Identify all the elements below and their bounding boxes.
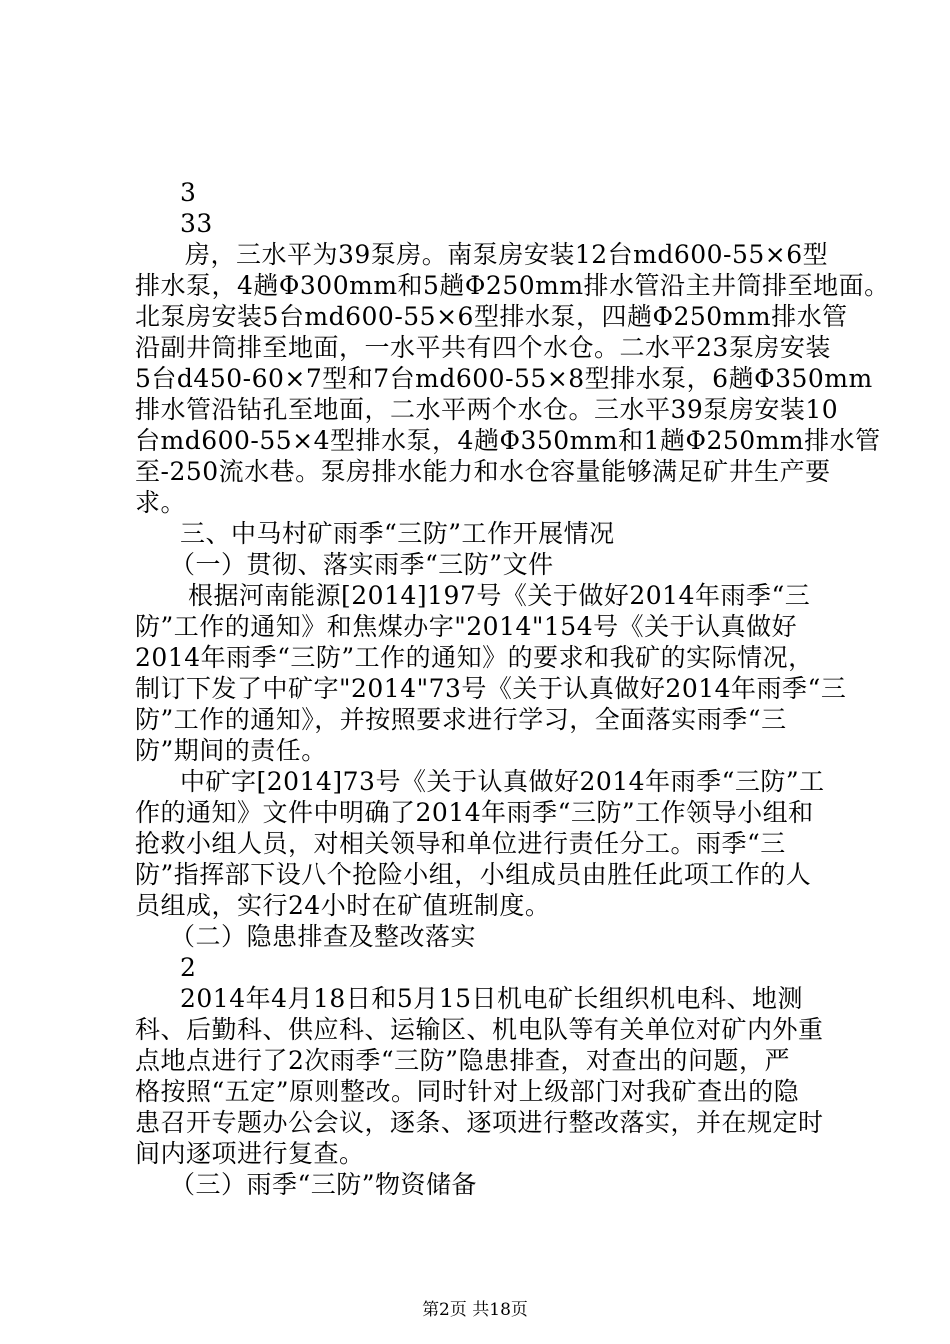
section-heading: 三、中马村矿雨季“三防”工作开展情况 [180,519,615,548]
text-line: 患召开专题办公会议，逐条、逐项进行整改落实，并在规定时 [135,1108,824,1137]
text-line: 2014年雨季“三防”工作的通知》的要求和我矿的实际情况， [135,643,814,672]
text-line: 排水管沿钻孔至地面，二水平两个水仓。三水平39泵房安装10 [135,395,839,424]
text-line: 5台d450-60×7型和7台md600-55×8型排水泵，6趟Φ350mm [135,364,873,393]
text-line: 抢救小组人员，对相关领导和单位进行责任分工。雨季“三 [135,829,786,858]
text-line: 3 [180,178,197,207]
text-line: 2 [180,953,197,982]
text-line: 防”工作的通知》，并按照要求进行学习，全面落实雨季“三 [135,705,787,734]
subsection-heading: （一）贯彻、落实雨季“三防”文件 [170,550,554,579]
text-line: 格按照“五定”原则整改。同时针对上级部门对我矿查出的隐 [135,1077,800,1106]
text-line: 点地点进行了2次雨季“三防”隐患排查，对查出的问题，严 [135,1046,790,1075]
text-line: 间内逐项进行复查。 [135,1139,365,1168]
text-line: 根据河南能源[2014]197号《关于做好2014年雨季“三 [188,581,811,610]
subsection-heading: （三）雨季“三防”物资储备 [170,1170,478,1199]
text-line: 防”指挥部下设八个抢险小组，小组成员由胜任此项工作的人 [135,860,812,889]
text-line: 求。 [135,488,187,517]
text-line: 中矿字[2014]73号《关于认真做好2014年雨季“三防”工 [180,767,825,796]
text-line: 制订下发了中矿字"2014"73号《关于认真做好2014年雨季“三 [135,674,847,703]
text-line: 房，三水平为39泵房。南泵房安装12台md600-55×6型 [185,240,829,269]
text-line: 北泵房安装5台md600-55×6型排水泵，四趟Φ250mm排水管 [135,302,848,331]
text-line: 科、后勤科、供应科、运输区、机电队等有关单位对矿内外重 [135,1015,824,1044]
text-line: 作的通知》文件中明确了2014年雨季“三防”工作领导小组和 [135,798,814,827]
subsection-heading: （二）隐患排查及整改落实 [170,922,477,951]
text-line: 员组成，实行24小时在矿值班制度。 [135,891,551,920]
text-line: 防”期间的责任。 [135,736,327,765]
text-line: 沿副井筒排至地面，一水平共有四个水仓。二水平23泵房安装 [135,333,831,362]
text-line: 至-250流水巷。泵房排水能力和水仓容量能够满足矿井生产要 [135,457,831,486]
text-line: 防”工作的通知》和焦煤办字"2014"154号《关于认真做好 [135,612,798,641]
text-line: 2014年4月18日和5月15日机电矿长组织机电科、地测 [180,984,804,1013]
text-line: 台md600-55×4型排水泵，4趟Φ350mm和1趟Φ250mm排水管 [135,426,881,455]
page-footer: 第2页 共18页 [422,1300,528,1320]
text-line: 33 [180,209,213,238]
text-line: 排水泵，4趟Φ300mm和5趟Φ250mm排水管沿主井筒排至地面。 [135,271,890,300]
